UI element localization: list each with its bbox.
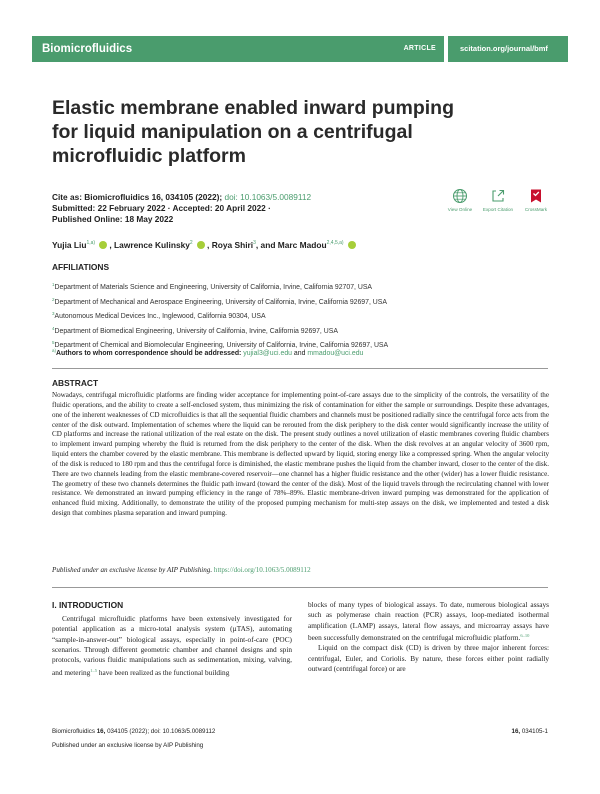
section-heading: I. INTRODUCTION	[52, 600, 124, 610]
citation-ref[interactable]: 6–10	[520, 633, 530, 639]
footer-volume: 16,	[96, 728, 106, 735]
email-link-2[interactable]: mmadou@uci.edu	[307, 350, 364, 357]
footer-page-volume: 16,	[511, 728, 521, 735]
affiliation-number: 1	[52, 282, 55, 287]
divider-rule	[52, 587, 548, 588]
affiliation-number: 4	[52, 325, 55, 331]
author-name[interactable]: Roya Shiri	[211, 240, 254, 250]
abstract-text: Nowadays, centrifugal microfluidic platforms are finding wider acceptance for implementing point-of-care assays due to the simplicity of the controls, the versatility of the fluidic operations, and the ability to create a self-enclosed system, thus minimizing the risk of contamination for either the sample or surroundings. Despite these advantages, one of the inherent weaknesses of CD microfluidics is that all the sequential fluidic chambers and channels must be positioned radially since the centrifugal force acts from the center of the disk outward. Implementation of schemes where the liquid can be rerouted from the disk periphery to the disk center would significantly increase the utility of CD platforms and increase the rational utilization of the real estate on the disk. The present study outlines a novel utilization of elastic membranes covering fluidic chambers to implement inward pumping whereby the fluid is returned from the disk periphery to the center of the disk. When the disk revolves at an angular velocity of 3600 rpm, liquid enters the chamber covered by the elastic membrane. This membrane is deflected upward by liquid, storing energy like a compressed spring. When the angular velocity of the disk is reduced to 180 rpm and thus the centrifugal force is diminished, the elastic membrane pushes the liquid from the chamber inward, closer to the center of the disk. There are two channels leading from the elastic membrane-covered reservoir—one channel has a higher fluidic resistance and the other (wider) has a lower fluidic resistance. The geometry of these two channels determines the fluidic path inward (toward the center of the disk). Most of the liquid travels through the recirculating channel with lower resistance. We demonstrated an inward pumping efficiency in the range of 78%–89%. Elastic membrane-driven inward pumping was demonstrated for the application of enhanced fluid mixing. Additionally, to demonstrate the utility of the proposed pumping mechanism for multi-step assays on the disk, we implemented and tested a disk design that combines plasma separation and inward pumping.	[52, 391, 549, 518]
correspondence-label: Authors to whom correspondence should be addressed:	[56, 350, 242, 357]
abstract-heading: ABSTRACT	[52, 378, 99, 388]
affiliation-item	[52, 279, 552, 294]
author-list: Yujia Liu$^{1,a)}$ , Lawrence Kulinsky$^2$ , Roya Shiri$^3$, and Marc Madou$^{2,4,5,a)}$	[52, 240, 358, 250]
affiliation-text: Autonomous Medical Devices Inc., Inglewood, California 90304, USA	[54, 313, 266, 321]
journal-name[interactable]: Biomicrofluidics	[32, 36, 356, 62]
cite-doi-link[interactable]: doi: 10.1063/5.0089112	[224, 192, 312, 202]
affiliation-text: Department of Biomedical Engineering, University of California, Irvine, California 92697, USA	[54, 327, 338, 335]
body-column-left	[52, 600, 292, 678]
author-affil-sup: 2,4,5,a)	[326, 240, 344, 246]
author-affil-sup: 2	[189, 240, 193, 246]
affiliation-text: Department of Materials Science and Engineering, University of California, Irvine, California 92707, USA	[54, 284, 373, 291]
correspondence-and: and	[293, 350, 306, 357]
orcid-icon[interactable]	[99, 241, 107, 249]
citation-block	[52, 192, 412, 225]
view-online-button[interactable]	[444, 188, 476, 212]
intro-paragraph-cont	[308, 600, 549, 643]
body-column-right	[308, 600, 549, 674]
author-affil-sup: 1,a)	[86, 240, 96, 246]
author-name[interactable]: Yujia Liu	[52, 240, 87, 250]
correspondence-marker: a)	[52, 348, 57, 353]
export-citation-label: Export Citation	[482, 207, 514, 212]
published-online: Published Online: 18 May 2022	[52, 214, 174, 224]
article-type: ARTICLE	[356, 36, 444, 62]
orcid-icon[interactable]	[197, 241, 205, 249]
affiliation-item	[52, 323, 552, 338]
footer-license: Published under an exclusive license by AIP Publishing	[52, 742, 204, 749]
footer-citation	[52, 728, 215, 735]
orcid-icon[interactable]	[348, 241, 356, 249]
intro-paragraph-2: Liquid on the compact disk (CD) is driven by three major inherent forces: centrifugal, Euler, and Coriolis. By nature, these forces either point radially outward (centrifugal force) or are	[308, 643, 549, 674]
footer-journal: Biomicrofluidics	[52, 728, 95, 735]
intro-paragraph	[52, 614, 292, 678]
crossmark-icon	[528, 188, 544, 204]
affiliations-list	[52, 279, 552, 352]
intro-text-a: Centrifugal microfluidic platforms have been extensively investigated for potential application as a micro-total analysis system (µTAS), automating “sample-in-answer-out” biological assays, especially in point-of-care (POC) scenarios. Through different geometric chamber and channel designs and spin protocols, various fluidic manipulations such as sedimentation, mixing, valving, and metering	[52, 614, 292, 677]
journal-url-link[interactable]: scitation.org/journal/bmf	[448, 36, 568, 62]
correspondence-line	[52, 348, 363, 357]
footer-page-number: 034105-1	[521, 728, 548, 735]
export-citation-button[interactable]	[482, 188, 514, 212]
intro-text-c: blocks of many types of biological assays. To date, numerous biological assays such as polymerase chain reaction (PCR) assays, loop-mediated isothermal amplification (LAMP) assays, lateral flow assays, and microarray assays have been successfully demonstrated on the centrifugal microfluidic platform.	[308, 600, 549, 643]
author-name[interactable]: Marc Madou	[277, 240, 327, 250]
article-title: Elastic membrane enabled inward pumping for liquid manipulation on a centrifugal microfluidic platform	[52, 97, 455, 167]
divider-rule	[52, 368, 548, 369]
affiliation-number: 2	[52, 296, 55, 302]
globe-icon	[452, 188, 468, 204]
affiliation-text: Department of Chemical and Biomolecular Engineering, University of California, Irvine, California 92697, USA	[54, 342, 389, 350]
affiliation-number: 3	[52, 311, 55, 317]
cite-prefix: Cite as: Biomicrofluidics 16, 034105 (2022);	[52, 192, 223, 202]
license-line	[52, 566, 311, 574]
journal-header-bar	[32, 36, 568, 62]
crossmark-button[interactable]	[520, 188, 552, 212]
email-link-1[interactable]: yujial3@uci.edu	[243, 350, 292, 357]
author-affil-sup: 3	[253, 240, 256, 246]
doi-link[interactable]: https://doi.org/10.1063/5.0089112	[213, 566, 311, 574]
view-online-label: View Online	[447, 207, 473, 212]
affiliation-item	[52, 308, 552, 323]
footer-citation-rest: 034105 (2022); doi: 10.1063/5.0089112	[107, 728, 216, 735]
author-and: and	[260, 240, 276, 250]
affiliation-item	[52, 294, 552, 309]
citation-ref[interactable]: 1–5	[90, 667, 98, 673]
article-tools	[444, 188, 554, 220]
affiliation-number: 5	[52, 340, 55, 346]
license-text: Published under an exclusive license by AIP Publishing.	[52, 566, 213, 574]
submitted-accepted: Submitted: 22 February 2022 · Accepted: 20 April 2022 ·	[52, 203, 271, 213]
affiliations-heading: AFFILIATIONS	[52, 262, 110, 272]
crossmark-label: CrossMark	[524, 207, 548, 212]
export-icon	[490, 188, 506, 204]
footer-page	[512, 728, 549, 735]
intro-text-b: have been realized as the functional building	[97, 667, 230, 677]
affiliation-text: Department of Mechanical and Aerospace Engineering, University of California, Irvine, California 92697, USA	[54, 298, 387, 306]
author-name[interactable]: Lawrence Kulinsky	[114, 240, 190, 250]
